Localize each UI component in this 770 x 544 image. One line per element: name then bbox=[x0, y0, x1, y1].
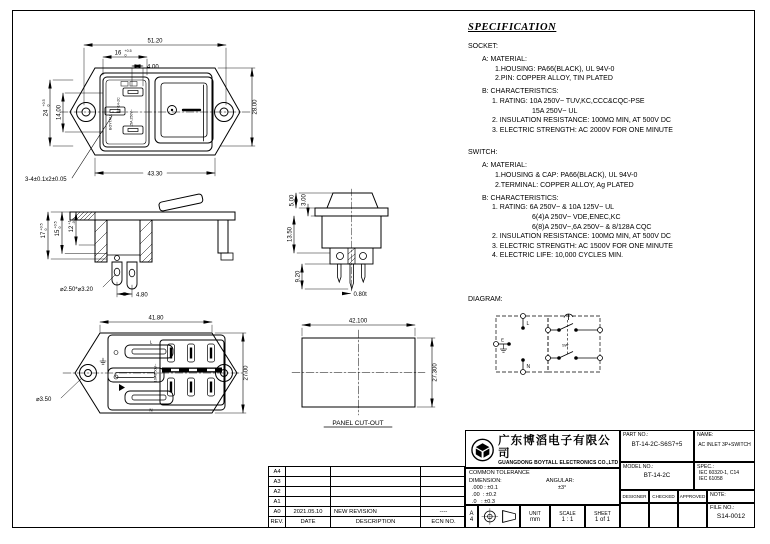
rear-terminal-n-label: N bbox=[149, 407, 153, 413]
rev-header: ECN NO. bbox=[431, 519, 456, 525]
approved-signature-cell bbox=[678, 503, 707, 528]
rev-cell: A1 bbox=[269, 497, 286, 507]
switch-characteristic-item: 1. RATING: 6A 250V~ & 10A 125V~ UL bbox=[492, 204, 615, 212]
rear-rating-marking: 10A 250V~ bbox=[153, 363, 158, 383]
angular-tolerance: ±3° bbox=[558, 485, 567, 491]
rev-cell: A0 bbox=[269, 507, 286, 517]
socket-material-item: 2.PIN: COPPER ALLOY, TIN PLATED bbox=[495, 75, 613, 83]
switch-rear-terminals bbox=[162, 344, 222, 396]
name-label: NAME: bbox=[697, 432, 714, 438]
rev-cell bbox=[331, 487, 421, 497]
note-cell bbox=[707, 490, 755, 503]
rocker-switch-front bbox=[155, 77, 213, 143]
switch-section-title: SWITCH: bbox=[468, 149, 498, 157]
dim-side-depth3: 12 bbox=[69, 225, 75, 233]
side-view bbox=[40, 194, 235, 299]
company-logo-icon bbox=[470, 437, 495, 463]
socket-characteristic-item: 1. RATING: 10A 250V~ TUV,KC,CCC&CQC-PSE bbox=[492, 97, 645, 105]
sheet-label: SHEET bbox=[594, 510, 611, 517]
sheet-value: 1 of 1 bbox=[594, 516, 610, 523]
rev-cell: 2021.05.10 bbox=[286, 507, 331, 517]
rev-cell bbox=[421, 497, 466, 507]
projection-symbol-icon bbox=[479, 506, 519, 527]
file-no-label: FILE NO.: bbox=[710, 505, 735, 511]
socket-material-label: A: MATERIAL: bbox=[482, 56, 527, 64]
diagram-l-label: L bbox=[526, 321, 530, 327]
cert-mark-icon bbox=[121, 82, 128, 87]
socket-model-marking: BT-14-2C bbox=[116, 97, 121, 113]
sheet-cell bbox=[585, 505, 620, 528]
socket-brand-marking: BOYTALL bbox=[108, 114, 113, 130]
company-name-cn: 广东博滔电子有限公司 bbox=[498, 433, 611, 460]
rear-terminal-l-label: L bbox=[149, 339, 153, 345]
socket-characteristics-label: B: CHARACTERISTICS: bbox=[482, 88, 559, 96]
rev-cell: A3 bbox=[269, 477, 286, 487]
switch-characteristic-item: 6(8)A 250V~,6A 250V~ & 8/128A CQC bbox=[532, 223, 652, 231]
projection-cell bbox=[478, 505, 520, 528]
model-no-value: BT-14-2C bbox=[643, 472, 671, 479]
scale-value: 1 : 1 bbox=[561, 516, 574, 523]
scale-label: SCALE bbox=[559, 510, 576, 517]
sheet-size-cell bbox=[465, 505, 478, 528]
switch-characteristic-item: 6(4)A 250V~ VDE,ENEC,KC bbox=[532, 213, 621, 221]
specification-block bbox=[468, 22, 756, 261]
triangle-mark-icon bbox=[119, 384, 125, 391]
spec-cell bbox=[694, 462, 755, 490]
dim-tol: +0.5 bbox=[124, 49, 132, 54]
switch-material-item: 2.TERMINAL: COPPER ALLOY, Ag PLATED bbox=[495, 181, 634, 189]
rev-cell: NEW REVISION bbox=[331, 507, 421, 517]
drawing-views bbox=[15, 15, 465, 435]
tolerance-row: .000 : ±0.1 bbox=[472, 485, 498, 491]
angular-label: ANGULAR: bbox=[546, 477, 575, 484]
rev-cell: ---- bbox=[421, 507, 466, 517]
panel-cutout-view bbox=[292, 319, 439, 428]
dim-rear-body-width: 41.80 bbox=[148, 315, 164, 322]
switch-material-item: 1.HOUSING & CAP: PA66(BLACK), UL 94V-0 bbox=[495, 172, 638, 180]
switch-characteristic-item: 4. ELECTRIC LIFE: 10,000 CYCLES MIN. bbox=[492, 252, 624, 260]
dim-side-pin-pitch: 4.80 bbox=[136, 292, 148, 299]
file-no-value: S14-0012 bbox=[716, 513, 746, 520]
socket-material-item: 1.HOUSING: PA66(BLACK), UL 94V-0 bbox=[495, 65, 615, 73]
cert-mark-icon bbox=[130, 82, 137, 87]
switch-side-view bbox=[288, 189, 389, 298]
socket-section-title: SOCKET: bbox=[468, 43, 498, 50]
diagram-n-label: N bbox=[526, 364, 531, 370]
rev-header: REV. bbox=[269, 517, 286, 527]
socket-rating-marking: 15A 250V~ bbox=[129, 109, 134, 127]
dim-switch-cap-height: 5.00 bbox=[289, 194, 296, 207]
dim-tol: 0 bbox=[57, 226, 62, 229]
company-name-en: GUANGDONG BOYTALL ELECTRONICS CO.,LTD bbox=[498, 460, 619, 466]
sheet-size-number: 4 bbox=[469, 516, 474, 523]
checked-header: CHECKED bbox=[649, 490, 678, 503]
tolerance-title: COMMON TOLERANCE bbox=[469, 470, 530, 476]
dim-front-opening-width: 16 bbox=[114, 50, 122, 57]
part-no-label: PART NO.: bbox=[623, 432, 649, 438]
spec-standard-2: IEC 61058 bbox=[699, 476, 723, 482]
dim-switch-pin-thickness: 0.80t bbox=[353, 292, 367, 298]
dim-tol: +0.5 bbox=[39, 223, 44, 231]
switch-material-label: A: MATERIAL: bbox=[482, 162, 527, 170]
dim-tol: +1 bbox=[67, 220, 72, 225]
unit-label: UNIT bbox=[529, 510, 541, 517]
part-no-cell bbox=[620, 430, 694, 462]
hatch bbox=[95, 220, 152, 262]
rev-cell bbox=[331, 477, 421, 487]
socket-characteristic-item: 15A 250V~ UL bbox=[532, 107, 578, 115]
revision-table bbox=[268, 466, 465, 528]
dim-tol: 0 bbox=[124, 53, 127, 58]
diagram-label: DIAGRAM: bbox=[468, 296, 503, 303]
dim-front-pin-offset: 4.00 bbox=[147, 64, 159, 71]
dim-rear-body-height: 27.00 bbox=[243, 365, 250, 381]
dim-tol: 0 bbox=[46, 104, 51, 107]
socket-characteristic-item: 3. ELECTRIC STRENGTH: AC 2000V FOR ONE MINUTE bbox=[492, 126, 673, 134]
earth-symbol-icon bbox=[100, 358, 106, 364]
dim-switch-body-height: 13.50 bbox=[287, 226, 294, 243]
rev-header: DESCRIPTION bbox=[331, 517, 421, 527]
approved-header: APPROVED bbox=[678, 490, 707, 503]
dim-front-pin-note: 3-4±0.1x2±0.05 bbox=[25, 177, 67, 183]
note-label: NOTE: bbox=[710, 492, 726, 498]
dim-front-body-height: 28.00 bbox=[252, 99, 259, 115]
dim-tol: +0.5 bbox=[53, 221, 58, 229]
rev-cell bbox=[421, 467, 466, 477]
file-no-cell bbox=[707, 503, 755, 528]
rocker-silhouette bbox=[158, 194, 203, 212]
switch-contacts bbox=[546, 314, 603, 360]
rev-cell bbox=[286, 467, 331, 477]
sheet-size-letter: A bbox=[469, 510, 474, 517]
specification-heading: SPECIFICATION bbox=[468, 22, 557, 33]
checked-signature-cell bbox=[649, 503, 678, 528]
dimension-label: DIMENSION: bbox=[469, 477, 502, 484]
rev-cell: A4 bbox=[269, 467, 286, 477]
dim-cutout-height: 27.300 bbox=[432, 363, 439, 382]
rev-cell: A2 bbox=[269, 487, 286, 497]
model-no-label: MODEL NO.: bbox=[623, 464, 654, 470]
rev-cell bbox=[331, 497, 421, 507]
dim-front-body-width: 43.30 bbox=[147, 171, 163, 178]
spec-standard-1: IEC 60320-1, C14 bbox=[699, 470, 740, 476]
spec-label: SPEC.: bbox=[697, 464, 715, 470]
dim-side-depth2: 15 bbox=[55, 229, 61, 237]
model-no-cell bbox=[620, 462, 694, 490]
dim-front-overall-width: 51.20 bbox=[147, 38, 163, 45]
cutout-caption: PANEL CUT-OUT bbox=[332, 420, 384, 427]
switch-characteristic-item: 2. INSULATION RESISTANCE: 100MΩ MIN, AT 500V DC bbox=[492, 233, 671, 241]
rev-header: DATE bbox=[286, 517, 331, 527]
tolerance-cell bbox=[465, 468, 620, 505]
dim-tol: 0 bbox=[43, 228, 48, 231]
dim-cutout-width: 42.100 bbox=[348, 318, 368, 325]
dim-side-depth1: 17 bbox=[41, 231, 47, 239]
unit-value: mm bbox=[530, 516, 540, 523]
designer-header: DESIGNER bbox=[620, 490, 649, 503]
dim-switch-pin-length: 9.20 bbox=[295, 270, 302, 283]
tolerance-row: .0 : ±0.3 bbox=[472, 499, 495, 505]
rear-view bbox=[36, 316, 250, 414]
name-value: AC INLET 3P+SWITCH bbox=[698, 442, 751, 448]
dim-front-opening-height: 14.00 bbox=[56, 104, 63, 121]
dim-switch-bezel-height: 3.00 bbox=[301, 194, 308, 206]
dim-tol: -0.5 bbox=[71, 218, 76, 225]
rev-cell bbox=[331, 467, 421, 477]
rev-cell bbox=[286, 497, 331, 507]
wiring-diagram bbox=[480, 302, 650, 402]
earth-symbol-icon bbox=[500, 344, 507, 352]
diagram-sw-label: SW bbox=[562, 342, 569, 348]
rev-cell bbox=[421, 477, 466, 487]
dim-tol: +0.5 bbox=[42, 99, 47, 107]
rev-cell bbox=[286, 487, 331, 497]
dim-side-hole-note: ⌀2.50*⌀3.20 bbox=[60, 287, 93, 293]
rev-cell bbox=[286, 477, 331, 487]
switch-characteristics-label: B: CHARACTERISTICS: bbox=[482, 194, 559, 202]
designer-signature-cell bbox=[620, 503, 649, 528]
switch-characteristic-item: 3. ELECTRIC STRENGTH: AC 1500V FOR ONE MINUTE bbox=[492, 242, 673, 250]
unit-cell bbox=[520, 505, 550, 528]
dim-front-flange-height: 24 bbox=[43, 109, 50, 117]
tolerance-row: .00 : ±0.2 bbox=[472, 492, 497, 498]
front-view bbox=[25, 39, 259, 184]
part-no-value: BT-14-2C-S6S7+5 bbox=[631, 441, 683, 448]
name-cell bbox=[694, 430, 755, 462]
company-cell bbox=[465, 430, 620, 468]
rev-cell bbox=[421, 487, 466, 497]
socket-characteristic-item: 2. INSULATION RESISTANCE: 100MΩ MIN, AT 500V DC bbox=[492, 117, 671, 125]
scale-cell bbox=[550, 505, 585, 528]
dim-rear-hole: ⌀3.50 bbox=[36, 397, 52, 403]
diagram-e-label: E bbox=[501, 337, 505, 343]
